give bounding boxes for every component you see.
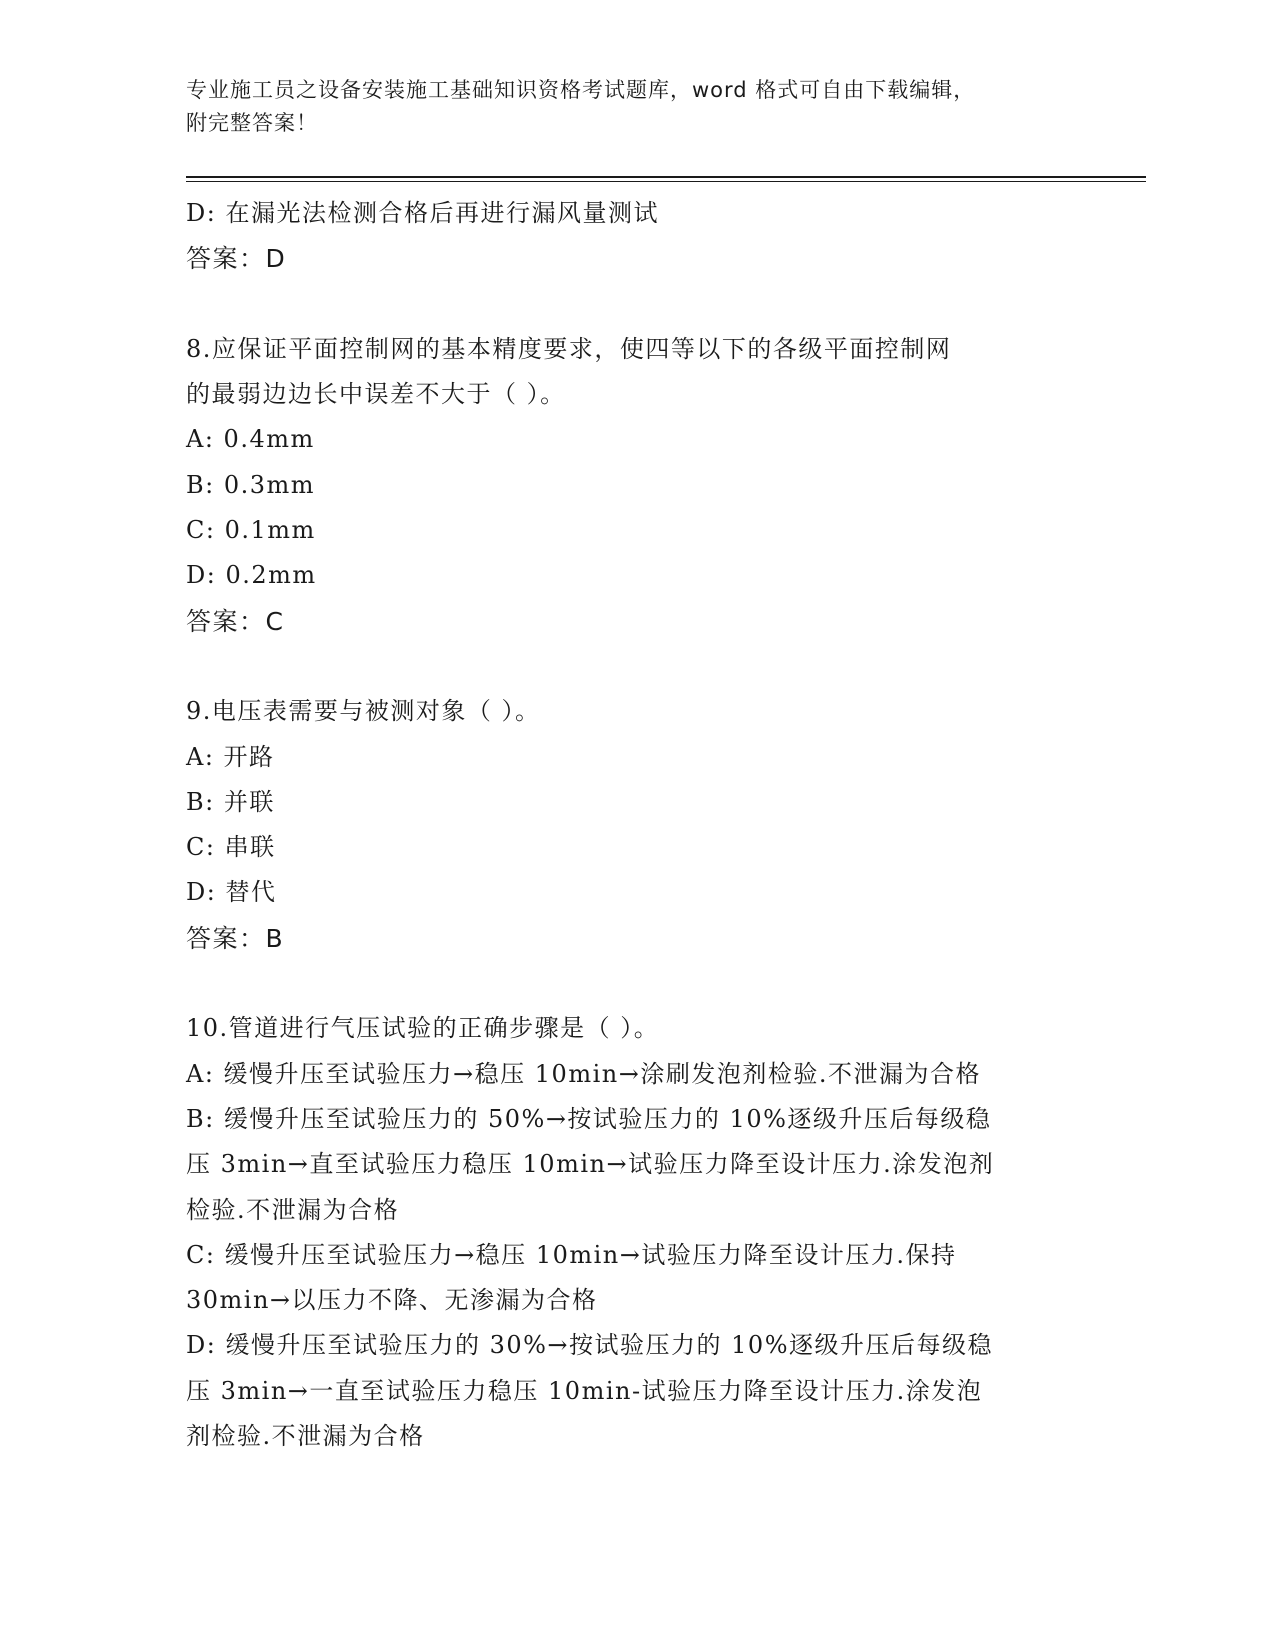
document-header (186, 74, 1066, 140)
q10-option-b-line-3: 检验.不泄漏为合格 (186, 1195, 400, 1224)
q10-option-d-line-2: 压 3min→一直至试验压力稳压 10min-试验压力降至设计压力.涂发泡 (186, 1376, 983, 1405)
q9-option-d: D: 替代 (186, 878, 277, 907)
q9-stem: 9.电压表需要与被测对象（ ）。 (186, 697, 541, 726)
q8-option-c: C: 0.1mm (186, 516, 316, 545)
q7-answer: 答案：D (186, 244, 287, 274)
spacer (186, 961, 1076, 1006)
spacer (186, 282, 1076, 327)
question-content (186, 191, 1076, 1459)
q8-option-b: B: 0.3mm (186, 470, 316, 499)
header-divider-thin (186, 181, 1146, 182)
header-line-1: 专业施工员之设备安装施工基础知识资格考试题库，word 格式可自由下载编辑， (186, 78, 976, 102)
q9-answer: 答案：B (186, 923, 285, 953)
q7-option-d: D: 在漏光法检测合格后再进行漏风量测试 (186, 199, 659, 227)
header-line-2: 附完整答案！ (186, 111, 318, 135)
q8-stem-line-1: 8.应保证平面控制网的基本精度要求，使四等以下的各级平面控制网 (186, 334, 952, 363)
q10-option-c-line-2: 30min→以压力不降、无渗漏为合格 (186, 1286, 598, 1315)
q9-option-c: C: 串联 (186, 833, 276, 862)
q10-option-b-line-2: 压 3min→直至试验压力稳压 10min→试验压力降至设计压力.涂发泡剂 (186, 1150, 995, 1179)
q10-option-d-line-1: D: 缓慢升压至试验压力的 30%→按试验压力的 10%逐级升压后每级稳 (186, 1331, 994, 1360)
q8-option-a: A: 0.4mm (186, 425, 315, 454)
spacer (186, 644, 1076, 689)
q10-option-c-line-1: C: 缓慢升压至试验压力→稳压 10min→试验压力降至设计压力.保持 (186, 1240, 957, 1269)
q9-option-a: A: 开路 (186, 742, 275, 771)
q8-option-d: D: 0.2mm (186, 561, 317, 590)
q8-answer: 答案：C (186, 606, 285, 636)
q9-option-b: B: 并联 (186, 787, 275, 816)
q10-option-b-line-1: B: 缓慢升压至试验压力的 50%→按试验压力的 10%逐级升压后每级稳 (186, 1104, 992, 1133)
q10-option-a: A: 缓慢升压至试验压力→稳压 10min→涂刷发泡剂检验.不泄漏为合格 (186, 1059, 981, 1088)
q10-stem: 10.管道进行气压试验的正确步骤是（ ）。 (186, 1014, 660, 1043)
q10-option-d-line-3: 剂检验.不泄漏为合格 (186, 1422, 425, 1451)
header-divider-thick (186, 176, 1146, 178)
q8-stem-line-2: 的最弱边边长中误差不大于（ ）。 (186, 380, 566, 409)
